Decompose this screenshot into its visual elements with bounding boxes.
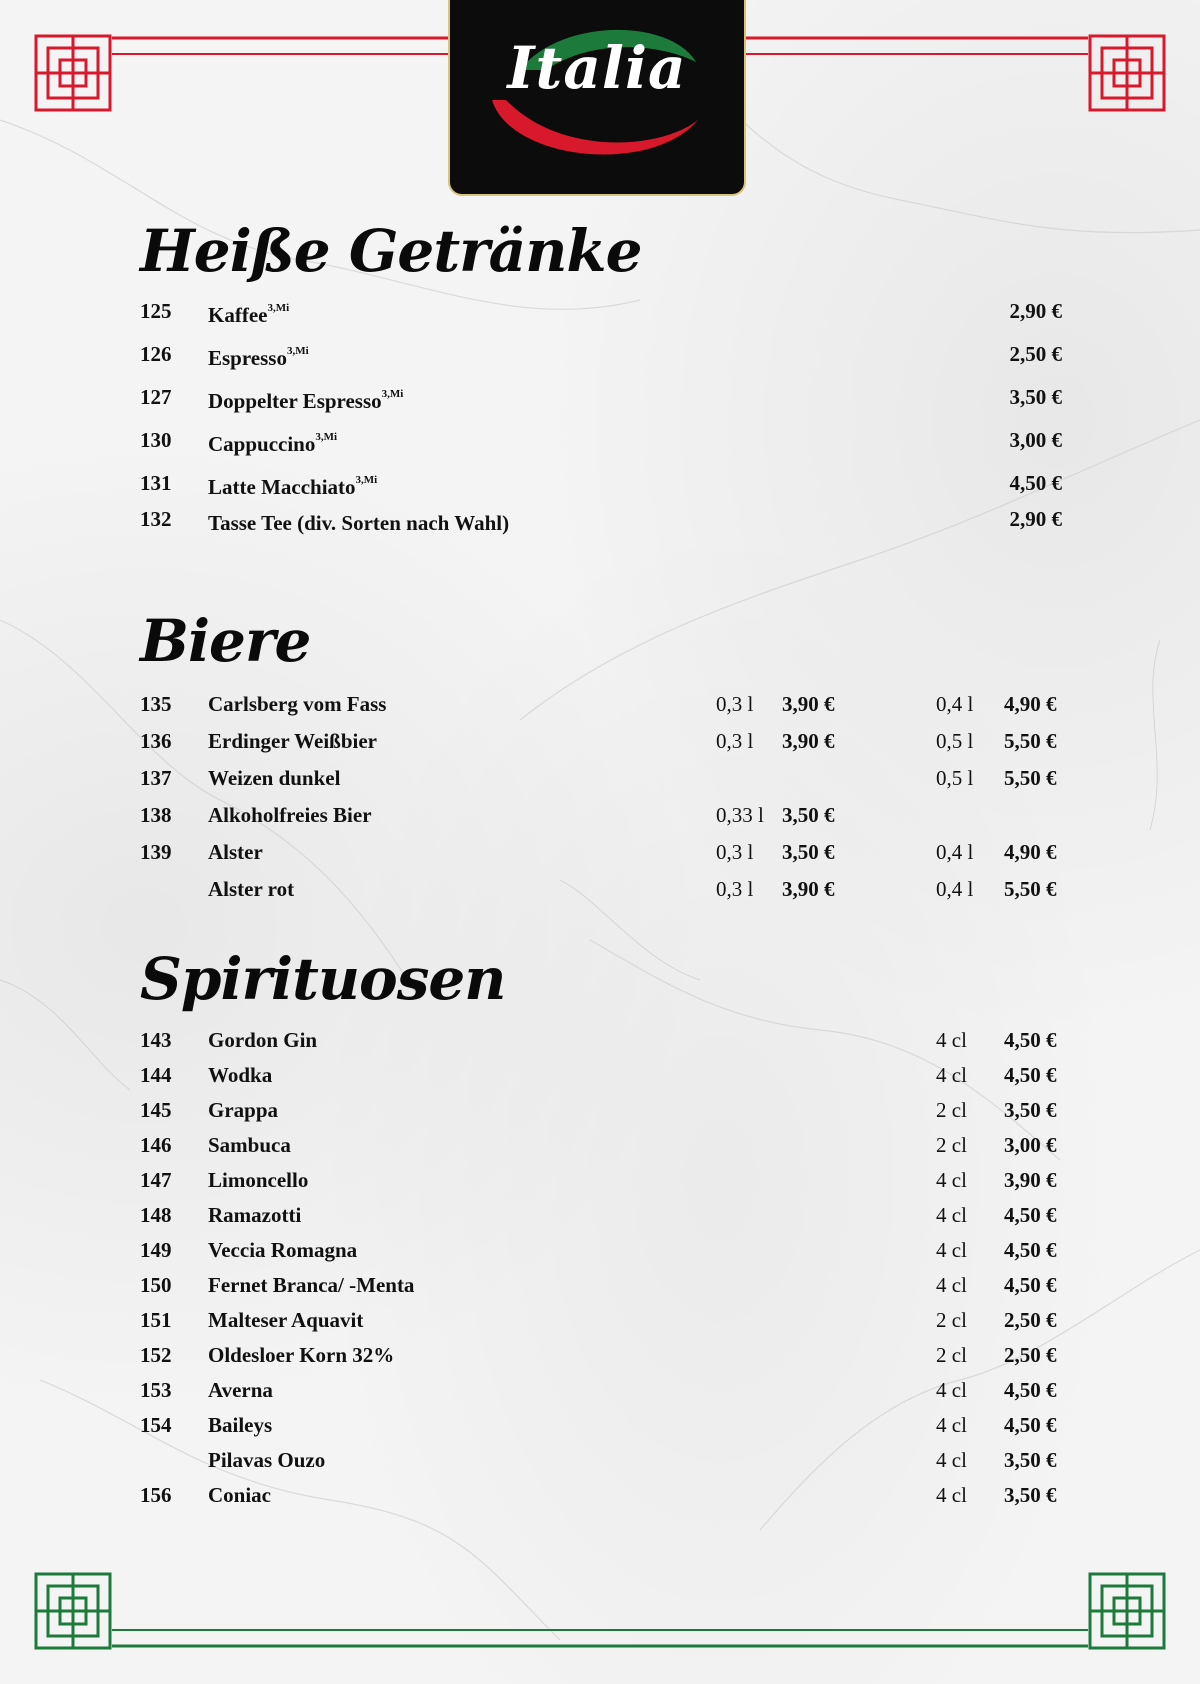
section-title-hot-drinks: Heiße Getränke <box>140 217 642 285</box>
item-number: 135 <box>140 692 172 716</box>
item-number: 126 <box>140 342 172 366</box>
item-volume: 2 cl <box>936 1308 967 1332</box>
item-volume-small: 0,3 l <box>716 692 754 716</box>
menu-item <box>0 1200 1200 1230</box>
menu-item <box>0 1235 1200 1265</box>
item-number: 139 <box>140 840 172 864</box>
item-price-small: 3,90 € <box>782 729 835 753</box>
item-name: Veccia Romagna <box>208 1238 358 1262</box>
item-number: 156 <box>140 1483 172 1507</box>
allergen-note: 3,Mi <box>267 302 290 314</box>
menu-item <box>0 874 1200 904</box>
item-price-large: 5,50 € <box>1004 729 1057 753</box>
item-volume: 2 cl <box>936 1343 967 1367</box>
item-number: 149 <box>140 1238 172 1262</box>
item-volume-small: 0,33 l <box>716 803 764 827</box>
italia-logo <box>448 0 746 196</box>
item-volume-small: 0,3 l <box>716 840 754 864</box>
menu-item <box>0 296 1200 326</box>
item-price-large: 4,90 € <box>1004 840 1057 864</box>
menu-item <box>0 1130 1200 1160</box>
item-volume: 4 cl <box>936 1168 967 1192</box>
item-number: 150 <box>140 1273 172 1297</box>
item-number: 154 <box>140 1413 172 1437</box>
menu-item <box>0 382 1200 412</box>
item-price: 3,00 € <box>1004 1133 1057 1157</box>
menu-item <box>0 1095 1200 1125</box>
item-price: 3,00 € <box>1009 428 1062 452</box>
item-number: 136 <box>140 729 172 753</box>
section-title-spirits: Spirituosen <box>140 945 506 1013</box>
item-volume-large: 0,4 l <box>936 840 974 864</box>
item-name: Sambuca <box>208 1133 291 1157</box>
item-name: Ramazotti <box>208 1203 302 1227</box>
item-name: Limoncello <box>208 1168 309 1192</box>
item-volume: 4 cl <box>936 1203 967 1227</box>
item-name: Pilavas Ouzo <box>208 1448 326 1472</box>
menu-item <box>0 1480 1200 1510</box>
item-price: 4,50 € <box>1004 1203 1057 1227</box>
item-name: Weizen dunkel <box>208 766 341 790</box>
item-name: Fernet Branca/ -Menta <box>208 1273 415 1297</box>
menu-item <box>0 837 1200 867</box>
logo-wordmark: Italia <box>507 34 687 102</box>
menu-item <box>0 1445 1200 1475</box>
item-number: 143 <box>140 1028 172 1052</box>
item-name: Alkoholfreies Bier <box>208 803 372 827</box>
menu-item <box>0 425 1200 455</box>
menu-item <box>0 1270 1200 1300</box>
menu-item <box>0 726 1200 756</box>
item-name: Oldesloer Korn 32% <box>208 1343 395 1367</box>
allergen-note: 3,Mi <box>381 388 404 400</box>
item-price: 4,50 € <box>1004 1273 1057 1297</box>
item-name: Cappuccino$^{3,Mi}$ <box>208 431 338 456</box>
item-number: 132 <box>140 507 172 531</box>
item-price: 3,90 € <box>1004 1168 1057 1192</box>
item-price: 4,50 € <box>1004 1238 1057 1262</box>
menu-item <box>0 800 1200 830</box>
item-volume: 4 cl <box>936 1238 967 1262</box>
item-volume: 2 cl <box>936 1098 967 1122</box>
item-volume-small: 0,3 l <box>716 877 754 901</box>
item-volume-large: 0,5 l <box>936 729 974 753</box>
item-price-small: 3,90 € <box>782 692 835 716</box>
item-number: 145 <box>140 1098 172 1122</box>
item-price: 4,50 € <box>1004 1063 1057 1087</box>
item-price: 2,50 € <box>1004 1308 1057 1332</box>
item-name: Grappa <box>208 1098 279 1122</box>
menu-item <box>0 504 1200 534</box>
item-price: 2,50 € <box>1009 342 1062 366</box>
item-price: 3,50 € <box>1004 1448 1057 1472</box>
item-name: Erdinger Weißbier <box>208 729 377 753</box>
item-name: Malteser Aquavit <box>208 1308 364 1332</box>
item-price-large: 5,50 € <box>1004 766 1057 790</box>
item-name: Alster rot <box>208 877 295 901</box>
item-name: Coniac <box>208 1483 271 1507</box>
item-number: 137 <box>140 766 172 790</box>
allergen-note: 3,Mi <box>286 345 309 357</box>
item-number: 148 <box>140 1203 172 1227</box>
item-name: Alster <box>208 840 263 864</box>
item-price: 4,50 € <box>1009 471 1062 495</box>
item-volume-large: 0,5 l <box>936 766 974 790</box>
item-name: Doppelter Espresso$^{3,Mi}$ <box>208 388 404 413</box>
item-number: 138 <box>140 803 172 827</box>
item-volume-large: 0,4 l <box>936 692 974 716</box>
menu-item <box>0 1340 1200 1370</box>
item-name: Latte Macchiato$^{3,Mi}$ <box>208 474 378 499</box>
item-number: 153 <box>140 1378 172 1402</box>
item-volume: 4 cl <box>936 1448 967 1472</box>
item-price: 3,50 € <box>1004 1098 1057 1122</box>
item-number: 130 <box>140 428 172 452</box>
menu-item <box>0 1410 1200 1440</box>
menu-item <box>0 468 1200 498</box>
item-price: 3,50 € <box>1004 1483 1057 1507</box>
item-name: Wodka <box>208 1063 273 1087</box>
item-number: 147 <box>140 1168 172 1192</box>
allergen-note: 3,Mi <box>315 431 338 443</box>
item-name: Gordon Gin <box>208 1028 318 1052</box>
item-number: 152 <box>140 1343 172 1367</box>
item-name: Espresso$^{3,Mi}$ <box>208 345 309 370</box>
menu-item <box>0 1025 1200 1055</box>
item-price-small: 3,50 € <box>782 803 835 827</box>
item-volume: 4 cl <box>936 1483 967 1507</box>
menu-item <box>0 1305 1200 1335</box>
item-price-small: 3,90 € <box>782 877 835 901</box>
menu-item <box>0 339 1200 369</box>
item-volume: 4 cl <box>936 1028 967 1052</box>
item-number: 131 <box>140 471 172 495</box>
item-price: 4,50 € <box>1004 1413 1057 1437</box>
item-name: Kaffee$^{3,Mi}$ <box>208 302 290 327</box>
item-name: Baileys <box>208 1413 273 1437</box>
menu-item <box>0 1060 1200 1090</box>
item-price: 4,50 € <box>1004 1378 1057 1402</box>
item-price: 4,50 € <box>1004 1028 1057 1052</box>
item-price-small: 3,50 € <box>782 840 835 864</box>
item-name: Carlsberg vom Fass <box>208 692 387 716</box>
item-volume: 4 cl <box>936 1273 967 1297</box>
item-number: 146 <box>140 1133 172 1157</box>
item-price-large: 4,90 € <box>1004 692 1057 716</box>
item-number: 125 <box>140 299 172 323</box>
item-volume-large: 0,4 l <box>936 877 974 901</box>
item-volume: 4 cl <box>936 1063 967 1087</box>
menu-item <box>0 1165 1200 1195</box>
item-volume: 2 cl <box>936 1133 967 1157</box>
item-number: 127 <box>140 385 172 409</box>
item-price: 2,90 € <box>1009 507 1062 531</box>
item-number: 151 <box>140 1308 172 1332</box>
allergen-note: 3,Mi <box>355 474 378 486</box>
item-volume: 4 cl <box>936 1378 967 1402</box>
item-price: 2,50 € <box>1004 1343 1057 1367</box>
item-price: 2,90 € <box>1009 299 1062 323</box>
menu-item <box>0 1375 1200 1405</box>
item-number: 144 <box>140 1063 172 1087</box>
item-name: Averna <box>208 1378 273 1402</box>
item-price: 3,50 € <box>1009 385 1062 409</box>
menu-item <box>0 763 1200 793</box>
item-volume-small: 0,3 l <box>716 729 754 753</box>
section-title-beers: Biere <box>140 607 311 675</box>
item-name: Tasse Tee (div. Sorten nach Wahl) <box>208 511 510 535</box>
item-price-large: 5,50 € <box>1004 877 1057 901</box>
menu-item <box>0 689 1200 719</box>
item-volume: 4 cl <box>936 1413 967 1437</box>
